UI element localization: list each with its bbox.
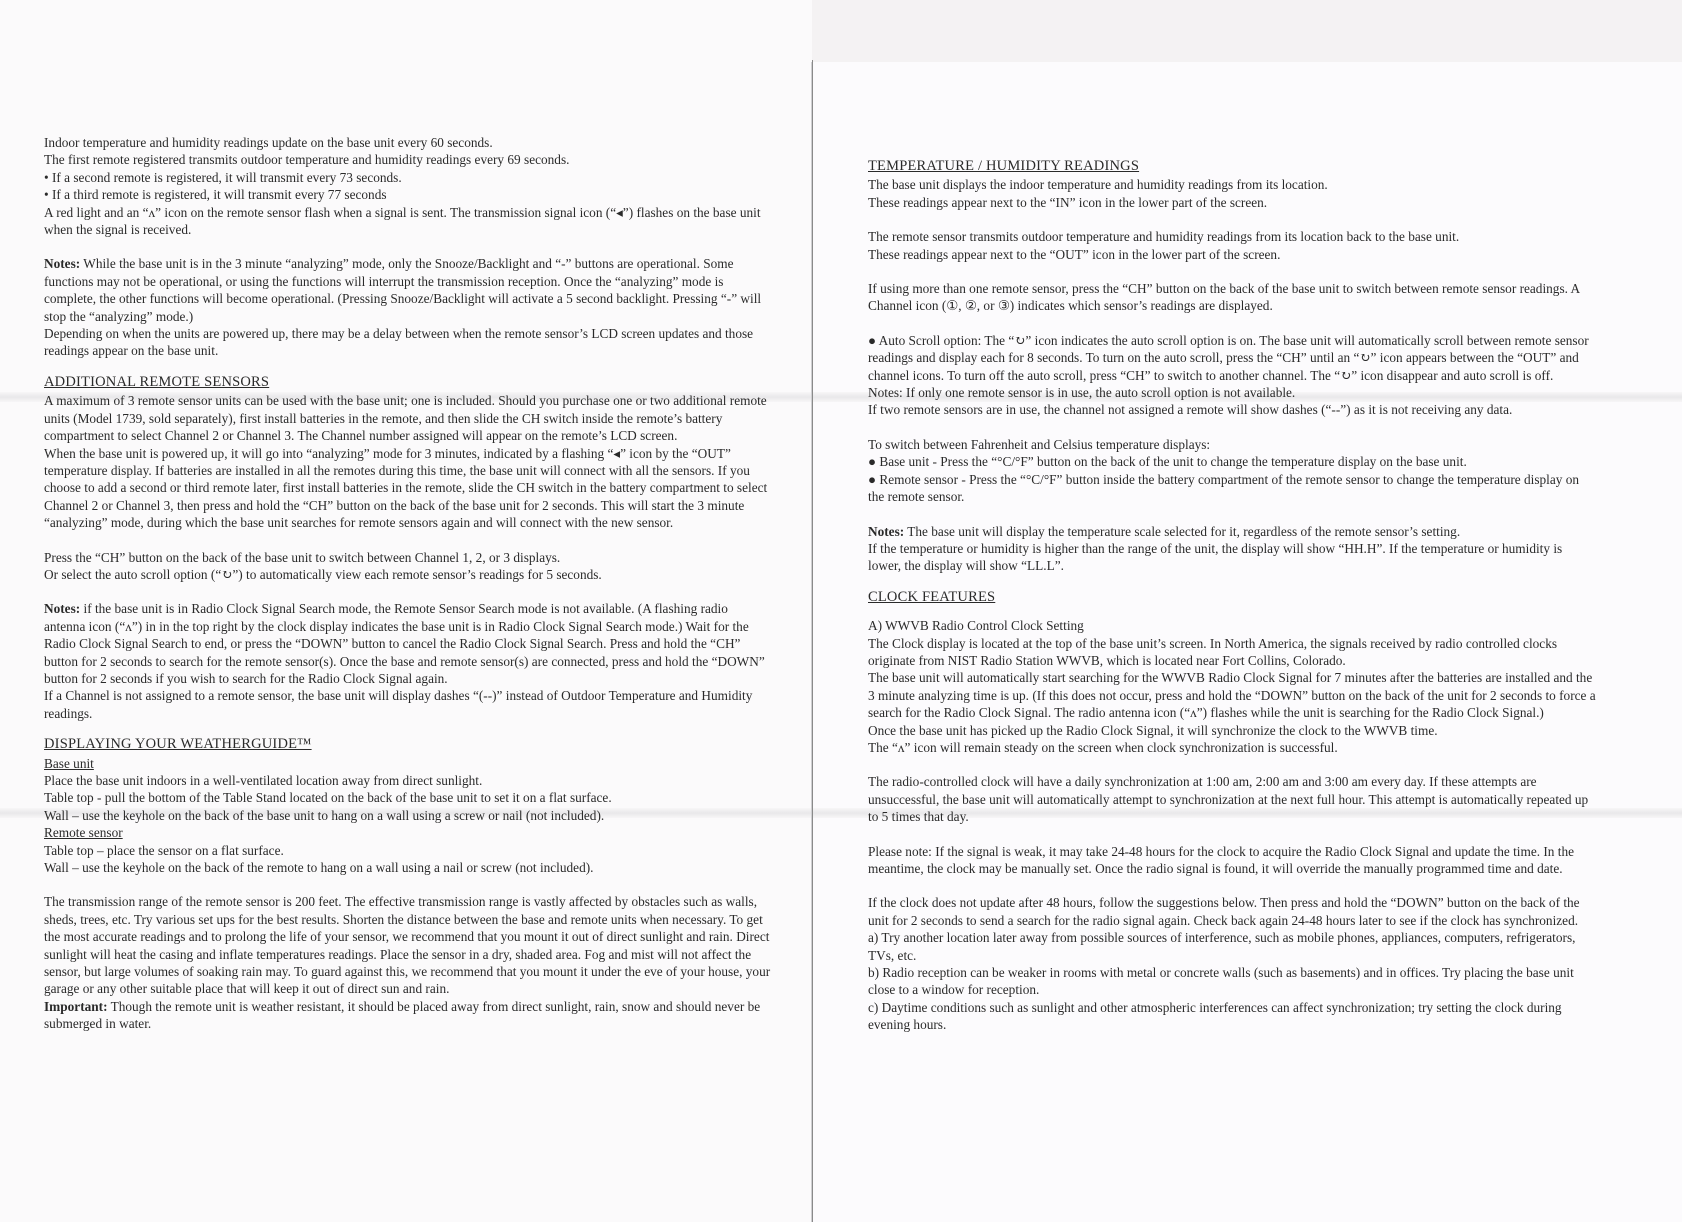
body-line: • If a second remote is registered, it will transmit every 73 seconds. xyxy=(44,169,402,185)
important-label: Important: xyxy=(44,998,108,1014)
left-column xyxy=(44,134,772,1033)
body-line: To switch between Fahrenheit and Celsius temperature displays: xyxy=(868,436,1211,452)
body-line: Notes: If only one remote sensor is in use, the auto scroll option is not available. xyxy=(868,385,1296,401)
section-heading-displaying-weatherguide: DISPLAYING YOUR WEATHERGUIDE™ xyxy=(44,736,312,753)
notes-paragraph xyxy=(44,600,772,687)
section-heading-temperature-humidity: TEMPERATURE / HUMIDITY READINGS xyxy=(868,158,1140,174)
body-line: The remote sensor transmits outdoor temperature and humidity readings from its location back to the base unit. xyxy=(868,229,1460,245)
right-column xyxy=(868,154,1598,1034)
body-line: Or select the auto scroll option (“↻”) to automatically view each remote sensor’s readings for 5 seconds. xyxy=(44,566,602,582)
body-paragraph: Depending on when the units are powered up, there may be a delay between when the remote sensor’s LCD screen updates and those readings appear on the base unit. xyxy=(44,326,754,359)
important-text: Though the remote unit is weather resistant, it should be placed away from direct sunlight, rain, snow and should never be submerged in water. xyxy=(44,998,761,1032)
body-line: Place the base unit indoors in a well-ventilated location away from direct sunlight. xyxy=(44,773,483,788)
body-paragraph: If the clock does not update after 48 hours, follow the suggestions below. Then press and hold the “DOWN” button on the back of the unit for 2 seconds to send a search for the radio signal again. Check back again 24-48 hours later to see if the clock has synchronized. xyxy=(868,895,1580,928)
body-paragraph: If using more than one remote sensor, press the “CH” button on the back of the base unit to switch between remote sensor readings. A Channel icon (①, ②, or ③) indicates which sensor’s readings are displayed. xyxy=(868,281,1580,314)
body-line: • If a third remote is registered, it will transmit every 77 seconds xyxy=(44,187,387,203)
body-line: The base unit displays the indoor temperature and humidity readings from its location. xyxy=(868,177,1328,193)
notes-paragraph xyxy=(44,255,772,325)
body-paragraph: ● Remote sensor - Press the “°C/°F” button inside the battery compartment of the remote sensor to change the temperature display on the remote sensor. xyxy=(868,471,1580,505)
body-paragraph: The transmission range of the remote sensor is 200 feet. The effective transmission range is vastly affected by obstacles such as walls, sheds, trees, etc. Try various set ups for the best results. Shorten the distance between the base and remote units when necessary. To get the most accurate readings and to prolong the life of your sensor, we recommend that you mount it out of direct sunlight and rain. Direct sunlight will heat the casing and inflate temperatures readings. Place the sensor in a dry, shaded area. Fog and mist will not affect the sensor, but large volumes of soaking rain may. To guard against this, we recommend that you mount it under the eve of your house, your garage or any other suitable place that will keep it out of direct sun and rain. xyxy=(44,894,771,997)
body-line: These readings appear next to the “OUT” icon in the lower part of the screen. xyxy=(868,246,1281,262)
body-paragraph: The Clock display is located at the top of the base unit’s screen. In North America, the signals received by radio controlled clocks originate from NIST Radio Station WWVB, which is located near Fort Collins, Colorado. xyxy=(868,635,1558,668)
section-heading-clock-features: CLOCK FEATURES xyxy=(868,588,996,605)
body-paragraph: A maximum of 3 remote sensor units can be used with the base unit; one is included. Should you purchase one or two additional remote units (Model 1739, sold separately), first install batteries in the remote, and then slide the CH switch inside the remote’s battery compartment to select Channel 2 or Channel 3. The Channel number assigned will appear on the remote’s LCD screen. xyxy=(44,393,767,444)
body-line: Table top – place the sensor on a flat surface. xyxy=(44,842,284,858)
body-paragraph: ● Auto Scroll option: The “↻” icon indicates the auto scroll option is on. The base unit will automatically scroll between remote sensor readings and display each for 8 seconds. To turn on the auto scroll, press the “CH” until an “↻” icon appears between the “OUT” and channel icons. To turn off the auto scroll, press “CH” to switch to another channel. The “↻” icon disappear and auto scroll is off. xyxy=(868,332,1589,383)
notes-text: The base unit will display the temperature scale selected for it, regardless of the remote sensor’s setting. xyxy=(904,523,1461,539)
body-line: Indoor temperature and humidity readings update on the base unit every 60 seconds. xyxy=(44,135,493,150)
list-item: a) Try another location later away from possible sources of interference, such as mobile phones, appliances, computers, refrigerators, TVs, etc. xyxy=(868,930,1576,963)
body-paragraph: The base unit will automatically start searching for the WWVB Radio Clock Signal for 7 minutes after the batteries are installed and the 3 minute analyzing time is up. (If this does not occur, press and hold the “DOWN” button on the back of the unit for 2 seconds to force a search for the Radio Clock Signal. The radio antenna icon (“ᴧ”) flashes while the unit is searching for the Radio Clock Signal.) xyxy=(868,670,1596,721)
subheading-wwvb: A) WWVB Radio Control Clock Setting xyxy=(868,618,1084,634)
body-line: Table top - pull the bottom of the Table Stand located on the back of the base unit to set it on a flat surface. xyxy=(44,790,612,806)
important-paragraph xyxy=(44,998,772,1033)
list-item: c) Daytime conditions such as sunlight and other atmospheric interferences can affect synchronization; try setting the clock during evening hours. xyxy=(868,999,1562,1033)
body-paragraph: Please note: If the signal is weak, it may take 24-48 hours for the clock to acquire the Radio Clock Signal and update the time. In the meantime, the clock may be manually set. Once the radio signal is found, it will override the manually programmed time and date. xyxy=(868,843,1575,876)
body-paragraph: The radio-controlled clock will have a daily synchronization at 1:00 am, 2:00 am and 3:00 am every day. If these attempts are unsuccessful, the base unit will automatically attempt to synchronization at the next full hour. This attempt is automatically repeated up to 5 times that day. xyxy=(868,774,1589,825)
body-line: If two remote sensors are in use, the channel not assigned a remote will show dashes (“--”) as it is not receiving any data. xyxy=(868,402,1513,418)
subheading-base-unit: Base unit xyxy=(44,755,94,771)
body-line: The “ᴧ” icon will remain steady on the screen when clock synchronization is successful. xyxy=(868,739,1338,755)
notes-label: Notes: xyxy=(44,256,81,272)
body-paragraph: When the base unit is powered up, it will go into “analyzing” mode for 3 minutes, indicated by a flashing “◂” icon by the “OUT” temperature display. If batteries are installed in all the remotes during this time, the base unit will connect with all the sensors. If you choose to add a second or third remote later, first install batteries in the remote, slide the CH switch in the battery compartment to select Channel 2 or Channel 3, then press and hold the “CH” button on the back of the base unit for 2 seconds. This will start the 3 minute “analyzing” mode, during which the base unit searches for remote sensors again and will connect with the new sensor. xyxy=(44,445,768,531)
notes-paragraph xyxy=(868,523,1598,540)
center-fold xyxy=(812,60,813,1222)
body-paragraph: If a Channel is not assigned to a remote sensor, the base unit will display dashes “(--)” instead of Outdoor Temperature and Humidity readings. xyxy=(44,688,753,721)
notes-label: Notes: xyxy=(44,601,81,617)
notes-label: Notes: xyxy=(868,523,905,539)
body-paragraph: If the temperature or humidity is higher than the range of the unit, the display will show “HH.H”. If the temperature or humidity is lower, the display will show “LL.L”. xyxy=(868,540,1563,574)
list-item: b) Radio reception can be weaker in rooms with metal or concrete walls (such as basements) and in offices. Try placing the base unit close to a window for reception. xyxy=(868,965,1574,998)
notes-text: if the base unit is in Radio Clock Signal Search mode, the Remote Sensor Search mode is not available. (A flashing radio antenna icon (“ᴧ”) in in the top right by the clock display indicates the base unit is in Radio Clock Signal Search mode.) Wait for the Radio Clock Signal Search to end, or press the “DOWN” button to cancel the Radio Clock Signal Search. Press and hold the “CH” button for 2 seconds to search for the remote sensor(s). Once the base and remote sensor(s) are connected, press and hold the “DOWN” button for 2 seconds if you wish to search for the Radio Clock Signal again. xyxy=(44,601,765,686)
body-line: These readings appear next to the “IN” icon in the lower part of the screen. xyxy=(868,194,1268,210)
body-line: The first remote registered transmits outdoor temperature and humidity readings every 69 seconds. xyxy=(44,152,570,168)
body-line: Wall – use the keyhole on the back of the base unit to hang on a wall using a screw or nail (not included). xyxy=(44,807,605,823)
section-heading-additional-remote-sensors: ADDITIONAL REMOTE SENSORS xyxy=(44,373,270,390)
body-line: Once the base unit has picked up the Radio Clock Signal, it will synchronize the clock to the WWVB time. xyxy=(868,722,1438,738)
body-line: Press the “CH” button on the back of the base unit to switch between Channel 1, 2, or 3 displays. xyxy=(44,549,561,565)
body-line: ● Base unit - Press the “°C/°F” button on the back of the unit to change the temperature display on the base unit. xyxy=(868,454,1467,470)
body-line: Wall – use the keyhole on the back of the remote to hang on a wall using a nail or screw (not included). xyxy=(44,860,594,876)
notes-text: While the base unit is in the 3 minute “analyzing” mode, only the Snooze/Backlight and “-” buttons are operational. Some functions may not be operational, or using the functions will interrupt the transmission reception. Once the “analyzing” mode is complete, the other functions will become operational. (Pressing Snooze/Backlight will activate a 5 second backlight. Pressing “-” will stop the “analyzing” mode.) xyxy=(44,256,762,324)
subheading-remote-sensor: Remote sensor xyxy=(44,825,123,841)
body-paragraph: A red light and an “ᴧ” icon on the remote sensor flash when a signal is sent. The transmission signal icon (“◂”) flashes on the base unit when the signal is received. xyxy=(44,204,761,238)
